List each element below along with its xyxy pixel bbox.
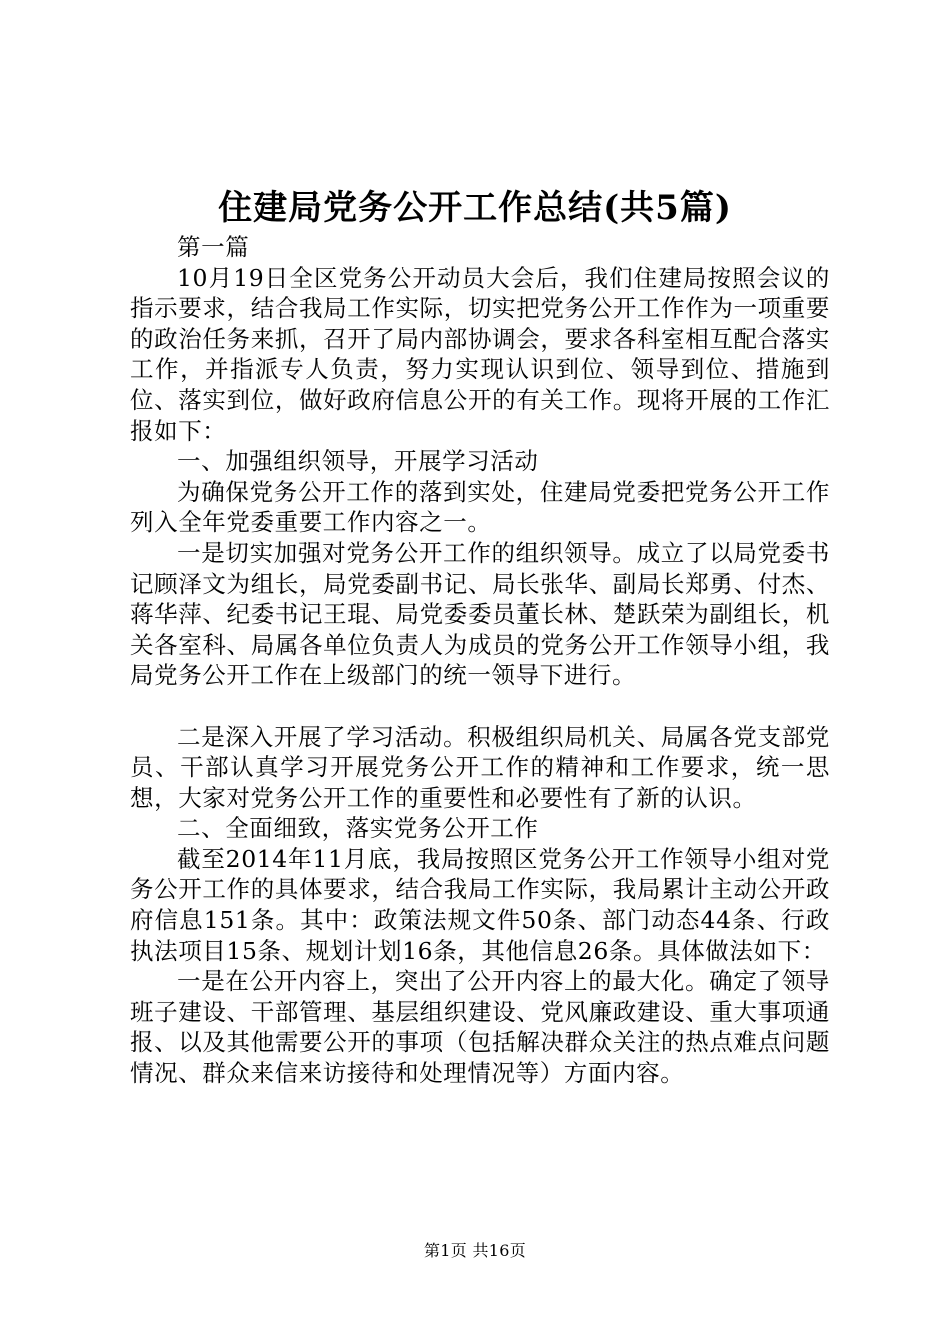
body-paragraph: 截至2014年11月底，我局按照区党务公开工作领导小组对党务公开工作的具体要求，结合我局工作实际，我局累计主动公开政府信息151条。其中：政策法规文件50条、部门动态44条、行政执法项目15条、规划计划16条，其他信息26条。具体做法如下： — [130, 844, 830, 965]
section-heading: 一、加强组织领导，开展学习活动 — [177, 447, 539, 476]
page-number-footer: 第1页 共16页 — [423, 1241, 527, 1260]
section-heading: 第一篇 — [177, 233, 250, 261]
document-body — [130, 232, 830, 1089]
body-paragraph: 为确保党务公开工作的落到实处，住建局党委把党务公开工作列入全年党委重要工作内容之一。 — [130, 477, 830, 537]
body-paragraph: 10月19日全区党务公开动员大会后，我们住建局按照会议的指示要求，结合我局工作实际，切实把党务公开工作作为一项重要的政治任务来抓，召开了局内部协调会，要求各科室相互配合落实工作，并指派专人负责，努力实现认识到位、领导到位、措施到位、落实到位，做好政府信息公开的有关工作。现将开展的工作汇报如下： — [130, 263, 830, 445]
body-paragraph: 一是在公开内容上，突出了公开内容上的最大化。确定了领导班子建设、干部管理、基层组织建设、党风廉政建设、重大事项通报、以及其他需要公开的事项（包括解决群众关注的热点难点问题情况、群众来信来访接待和处理情况等）方面内容。 — [130, 967, 830, 1088]
document-title: 住建局党务公开工作总结(共5篇) — [218, 188, 732, 228]
body-paragraph: 一是切实加强对党务公开工作的组织领导。成立了以局党委书记顾泽文为组长，局党委副书记、局长张华、副局长郑勇、付杰、蒋华萍、纪委书记王琨、局党委委员董长林、楚跃荣为副组长，机关各室科、局属各单位负责人为成员的党务公开工作领导小组，我局党务公开工作在上级部门的统一领导下进行。 — [130, 538, 830, 690]
section-heading: 二、全面细致，落实党务公开工作 — [177, 814, 539, 843]
body-paragraph: 二是深入开展了学习活动。积极组织局机关、局属各党支部党员、干部认真学习开展党务公开工作的精神和工作要求，统一思想，大家对党务公开工作的重要性和必要性有了新的认识。 — [130, 722, 830, 812]
